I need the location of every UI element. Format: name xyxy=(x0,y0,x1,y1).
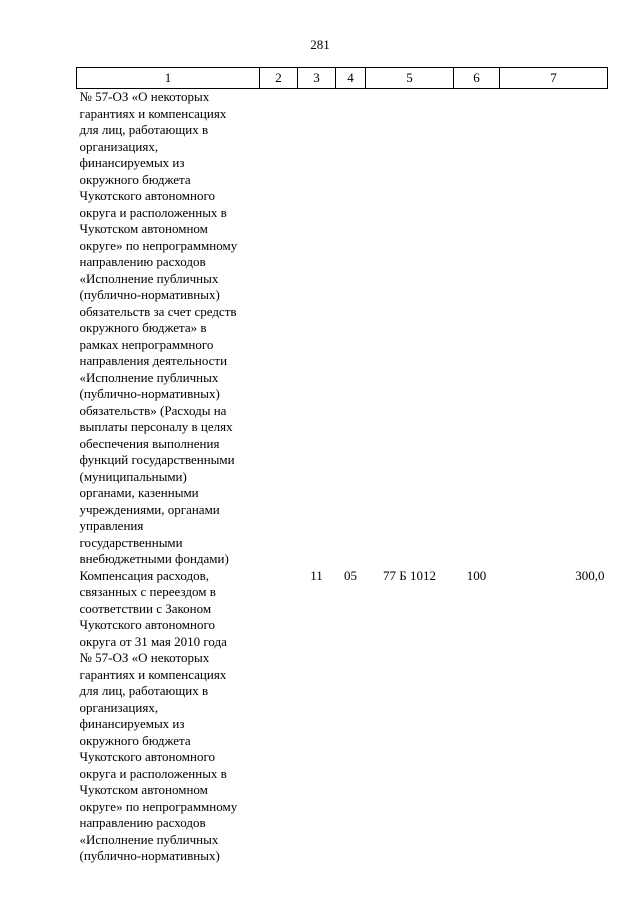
row-col-5 xyxy=(366,89,454,568)
row-col-2 xyxy=(260,89,298,568)
row-col-3: 11 xyxy=(310,567,323,583)
table-row xyxy=(77,89,608,568)
header-col-4: 4 xyxy=(336,68,366,89)
header-col-7: 7 xyxy=(500,68,608,89)
table-header-row xyxy=(77,68,608,89)
header-col-1: 1 xyxy=(77,68,260,89)
page-number: 281 xyxy=(310,37,330,52)
row-name: Компенсация расходов, связанных с переездом в соответствии с Законом Чукотского автономного округа от 31 мая 2010 года № 57-ОЗ «О некоторых гарантиях и компенсациях для лиц, работающих в организациях, финансируемых из окружного бюджета Чукотского автономного округа и расположенных в Чукотском автономном округе» по непрограммному направлению расходов «Исполнение публичных (публично-нормативных) xyxy=(79,567,238,863)
row-col-6: 100 xyxy=(466,567,487,583)
row-col-7: 300,0 xyxy=(575,567,605,583)
table-row xyxy=(77,568,608,865)
row-name: № 57-ОЗ «О некоторых гарантиях и компенсациях для лиц, работающих в организациях, финансируемых из окружного бюджета Чукотского автономного округа и расположенных в Чукотском автономном округе» по непрограммному направлению расходов «Исполнение публичных (публично-нормативных) обязательств за счет средств окружного бюджета» в рамках непрограммного направления деятельности «Исполнение публичных (публично-нормативных) обязательств» (Расходы на выплаты персоналу в целях обеспечения выполнения функций государственными (муниципальными) органами, казенными учреждениями, органами управления государственными внебюджетными фондами) xyxy=(79,89,238,566)
header-col-2: 2 xyxy=(260,68,298,89)
header-col-6: 6 xyxy=(454,68,500,89)
budget-table xyxy=(76,67,608,865)
row-col-4 xyxy=(336,89,366,568)
row-col-6 xyxy=(454,89,500,568)
row-col-7 xyxy=(500,89,608,568)
header-col-3: 3 xyxy=(298,68,336,89)
header-col-5: 5 xyxy=(366,68,454,89)
row-col-4: 05 xyxy=(344,567,357,583)
row-col-2 xyxy=(260,568,298,865)
row-col-3 xyxy=(298,89,336,568)
row-col-5: 77 Б 1012 xyxy=(383,567,436,583)
